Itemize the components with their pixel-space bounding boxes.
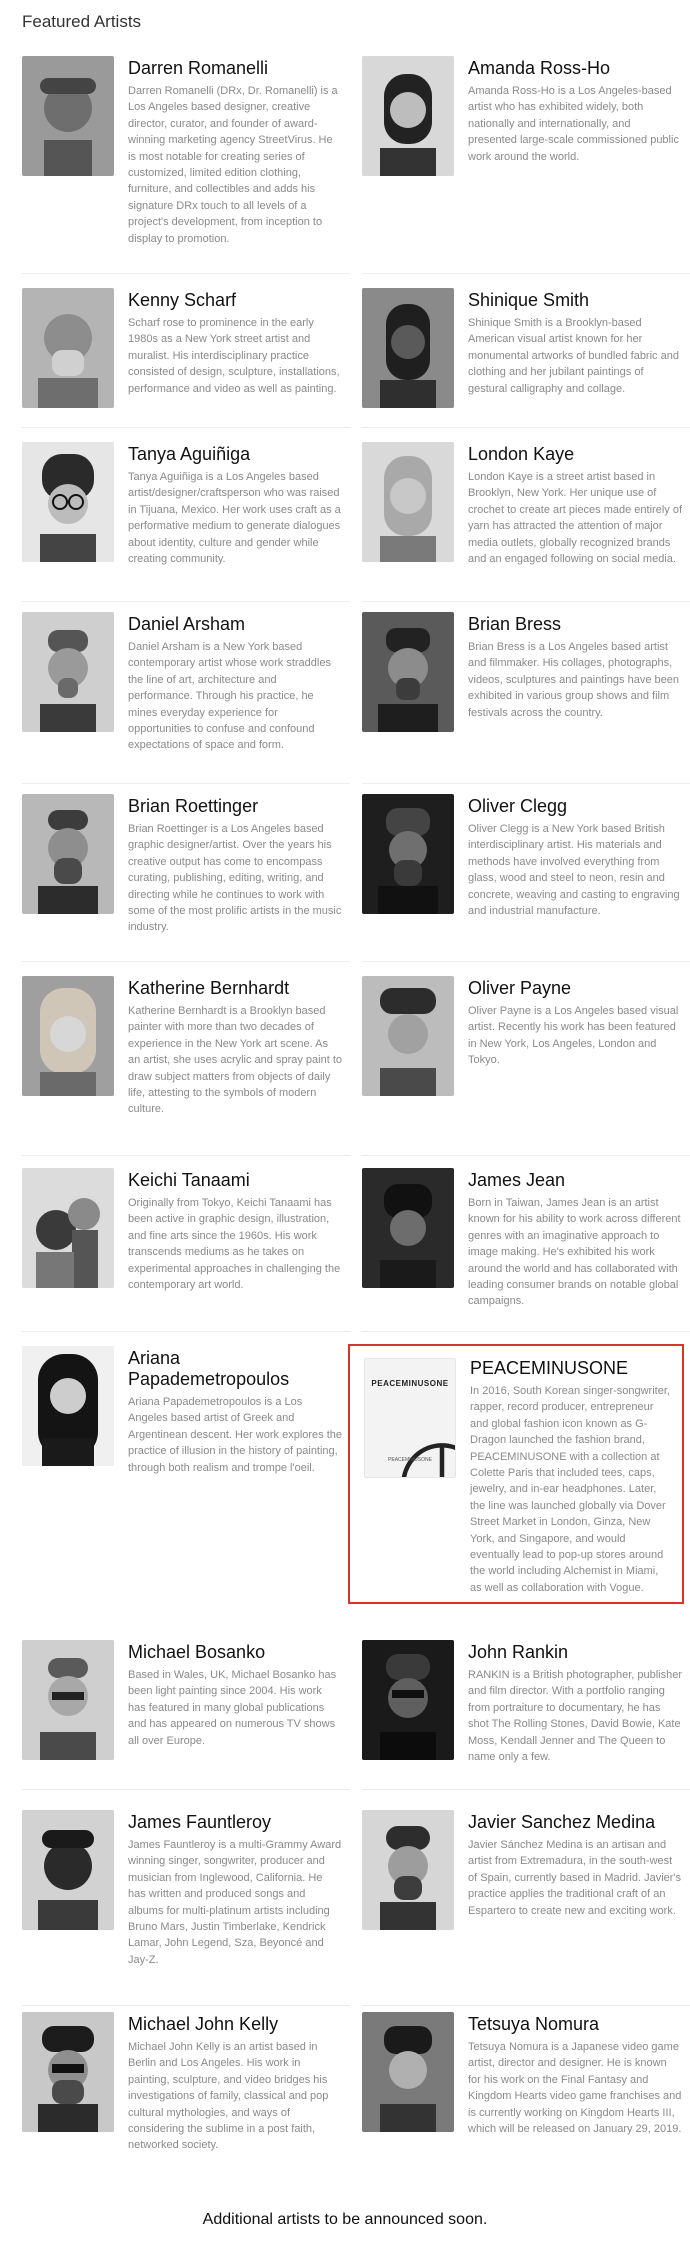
artist-photo[interactable]: [22, 976, 114, 1096]
artist-photo[interactable]: [22, 1168, 114, 1288]
artist-bio: Based in Wales, UK, Michael Bosanko has been light painting since 2004. His work has featured in many global publications and has appeared on numerous TV shows all over Europe.: [128, 1669, 337, 1747]
brand-logo[interactable]: [364, 1358, 456, 1478]
artist-bio: James Fauntleroy is a multi-Grammy Award winning singer, songwriter, producer and musician from Inglewood, California. He has written and produced songs and albums for multi-platinum artists including Bruno Mars, Justin Timberlake, Kendrick Lamar, John Legend, Sza, Beyoncé and Jay-Z.: [128, 1839, 342, 1966]
divider: [362, 601, 690, 602]
artist-photo[interactable]: [22, 1810, 114, 1930]
artist-photo[interactable]: [362, 288, 454, 408]
logo-subtext: PEACEMINUSONE: [388, 1457, 432, 1463]
artist-name[interactable]: Daniel Arsham: [128, 614, 246, 634]
artist-bio: Brian Roettinger is a Los Angeles based graphic designer/artist. Over the years his creative output has come to encompass curating, publishing, editing, writing, and directing while he continues to work with some of the most prolific artists in the music industry.: [128, 823, 342, 934]
artist-name[interactable]: Ariana Papademetropoulos: [128, 1348, 290, 1389]
divider: [362, 427, 690, 428]
artist-card[interactable]: [22, 1346, 342, 1592]
artist-photo[interactable]: [362, 442, 454, 562]
artist-bio: RANKIN is a British photographer, publisher and film director. With a portfolio ranging from portraiture to documentary, he has shot The Rolling Stones, David Bowie, Kate Moss, Kendall Jenner and The Queen to name only a few.: [468, 1669, 682, 1764]
artist-bio: Ariana Papademetropoulos is a Los Angeles based artist of Greek and Argentinean descent. Her work explores the practice of illusion in the history of painting, through both realism and trompe l'oeil.: [128, 1396, 343, 1474]
artist-card[interactable]: [22, 976, 342, 1156]
artist-card[interactable]: [22, 442, 342, 602]
artist-name[interactable]: James Jean: [468, 1170, 566, 1190]
artist-card[interactable]: [362, 56, 682, 274]
artist-card[interactable]: [362, 612, 682, 784]
artist-photo[interactable]: [362, 612, 454, 732]
artist-card[interactable]: [22, 1810, 342, 2006]
artist-bio: Amanda Ross-Ho is a Los Angeles-based artist who has exhibited widely, both nationally and internationally, and presented large-scale commissioned public work around the world.: [468, 85, 679, 163]
artist-photo[interactable]: [22, 794, 114, 914]
divider: [22, 1155, 350, 1156]
divider: [22, 273, 350, 274]
artist-name[interactable]: James Fauntleroy: [128, 1812, 272, 1832]
artist-name[interactable]: John Rankin: [468, 1642, 569, 1662]
artist-bio: Daniel Arsham is a New York based contemporary artist whose work straddles the line of art, architecture and performance. Through his practice, he mines everyday experience for opportunities to confuse and confound expectations of space and form.: [128, 641, 331, 752]
artist-bio: Oliver Payne is a Los Angeles based visual artist. Recently his work has been featured in New York, Los Angeles, London and Tokyo.: [468, 1005, 679, 1067]
divider: [22, 1789, 350, 1790]
divider: [22, 1331, 350, 1332]
artist-photo[interactable]: [362, 56, 454, 176]
divider: [22, 783, 350, 784]
artist-card[interactable]: [22, 56, 342, 274]
artist-photo[interactable]: [362, 794, 454, 914]
artist-bio: In 2016, South Korean singer-songwriter, rapper, record producer, entrepreneur and global fashion icon known as G-Dragon launched the fashion brand, PEACEMINUSONE with a collection at Colette Paris that included tees, caps, jewelry, and in-ear headphones. Later, the line was launched globally via Dover Street Market in London, Ginza, New York, and Singapore, and would eventually lead to pop-up stores around the world including Alchemist in Miami, as well as collaboration with Vogue.: [470, 1385, 670, 1594]
footer-note: Additional artists to be announced soon.: [202, 2211, 488, 2228]
artist-name[interactable]: Brian Bress: [468, 614, 562, 634]
divider: [362, 783, 690, 784]
artist-card[interactable]: [22, 2012, 342, 2172]
artist-bio: Originally from Tokyo, Keichi Tanaami has been active in graphic design, illustration, and fine arts since the 1960s. His work transcends mediums as he takes on experimental approaches in challenging the contemporary art world.: [128, 1197, 341, 1292]
artist-name[interactable]: Oliver Clegg: [468, 796, 568, 816]
artist-bio: Michael John Kelly is an artist based in Berlin and Los Angeles. His work in painting, sculpture, and video bridges his investigations of family, classical and pop cultural mythologies, and ways of considering the sublime in a post faith, networked society.: [128, 2041, 329, 2152]
artist-photo[interactable]: [362, 976, 454, 1096]
artist-card[interactable]: [362, 442, 682, 602]
peace-icon: [397, 1425, 456, 1478]
artist-card[interactable]: [22, 288, 342, 428]
artist-name[interactable]: Michael Bosanko: [128, 1642, 266, 1662]
artist-bio: Javier Sánchez Medina is an artisan and artist from Extremadura, in the south-west of Spain, currently based in Madrid. Javier's practice applies the traditional craft of an Espartero to create new and exciting work.: [468, 1839, 682, 1917]
artist-bio: Tanya Aguiñiga is a Los Angeles based artist/designer/craftsperson who was raised in Tijuana, Mexico. Her work uses craft as a performative medium to generate dialogues about identity, culture and gender while creating community.: [128, 471, 341, 566]
artist-bio: Tetsuya Nomura is a Japanese video game artist, director and designer. He is known for his work on the Final Fantasy and Kingdom Hearts video game franchises and is currently working on Kingdom Hearts III, which will be released on January 29, 2019.: [468, 2041, 682, 2136]
artist-name[interactable]: Oliver Payne: [468, 978, 572, 998]
divider: [362, 2005, 690, 2006]
logo-wordmark: PEACEMINUSONE: [371, 1379, 449, 1388]
artist-card[interactable]: [22, 612, 342, 784]
artist-name[interactable]: Michael John Kelly: [128, 2014, 279, 2034]
artist-bio: London Kaye is a street artist based in Brooklyn, New York. Her unique use of crochet to create art pieces made entirely of yarn has attracted the attention of major media outlets, globally recognized brands and an engaged following on social media.: [468, 471, 682, 566]
artist-card[interactable]: [362, 794, 682, 962]
divider: [362, 1331, 690, 1332]
artist-name[interactable]: Tetsuya Nomura: [468, 2014, 600, 2034]
artist-name[interactable]: PEACEMINUSONE: [470, 1358, 629, 1378]
artist-photo[interactable]: [362, 1168, 454, 1288]
artist-photo[interactable]: [22, 1640, 114, 1760]
divider: [362, 1155, 690, 1156]
artist-name[interactable]: Katherine Bernhardt: [128, 978, 290, 998]
artist-bio: Oliver Clegg is a New York based British interdisciplinary artist. His materials and methods have involved everything from glass, wood and steel to neon, resin and concrete, weaving and casting to engraving and industrial manufacture.: [468, 823, 680, 918]
divider: [362, 273, 690, 274]
artist-card[interactable]: [362, 288, 682, 428]
artist-name[interactable]: Brian Roettinger: [128, 796, 259, 816]
artist-name[interactable]: Javier Sanchez Medina: [468, 1812, 656, 1832]
artist-card-highlighted[interactable]: [348, 1344, 684, 1604]
artist-card[interactable]: [22, 1640, 342, 1790]
artist-photo[interactable]: [22, 288, 114, 408]
artist-bio: Scharf rose to prominence in the early 1980s as a New York street artist and muralist. His interdisciplinary practice consisted of design, sculpture, installations, performance and video as well as painting.: [128, 317, 340, 395]
artist-card[interactable]: [22, 794, 342, 962]
artist-bio: Shinique Smith is a Brooklyn-based American visual artist known for her monumental artworks of bundled fabric and clothing and her jubilant paintings of gestural calligraphy and collage.: [468, 317, 679, 395]
artist-name[interactable]: Kenny Scharf: [128, 290, 237, 310]
artist-name[interactable]: Tanya Aguiñiga: [128, 444, 251, 464]
artist-card[interactable]: [362, 1168, 682, 1332]
artist-card[interactable]: [362, 1640, 682, 1790]
artist-card[interactable]: [362, 976, 682, 1156]
artist-photo[interactable]: [22, 612, 114, 732]
artist-card[interactable]: [362, 2012, 682, 2172]
divider: [362, 1789, 690, 1790]
artist-bio: Brian Bress is a Los Angeles based artist and filmmaker. His collages, photographs, videos, sculptures and paintings have been exhibited in various group shows and film festivals across the country.: [468, 641, 679, 719]
divider: [22, 961, 350, 962]
divider: [22, 427, 350, 428]
artist-photo[interactable]: [362, 1810, 454, 1930]
divider: [22, 601, 350, 602]
artist-photo[interactable]: [362, 2012, 454, 2132]
artist-card[interactable]: [22, 1168, 342, 1332]
artist-photo[interactable]: [22, 56, 114, 176]
artist-name[interactable]: Keichi Tanaami: [128, 1170, 250, 1190]
divider: [22, 2005, 350, 2006]
page-title: Featured Artists: [22, 12, 142, 31]
artist-bio: Born in Taiwan, James Jean is an artist known for his ability to work across different genres with an imaginative approach to image making. He's exhibited his work around the world and has collaborated with leading consumer brands on notable global campaigns.: [468, 1197, 681, 1308]
artist-photo[interactable]: [22, 1346, 114, 1466]
artist-photo[interactable]: [22, 442, 114, 562]
artist-bio: Darren Romanelli (DRx, Dr. Romanelli) is a Los Angeles based designer, creative director, curator, and founder of award-winning marketing agency StreetVirus. He is most notable for creating series of customized, limited edition clothing, furniture, and collectibles and adds his signature DRx touch to all levels of a project's development, from inception to display to promotion.: [128, 85, 338, 245]
artist-bio: Katherine Bernhardt is a Brooklyn based painter with more than two decades of experience in the New York art scene. As an artist, she uses acrylic and spray paint to draw subject matters from objects of daily life, attesting to the symbols of modern culture.: [128, 1005, 342, 1116]
artist-card[interactable]: [362, 1810, 682, 2006]
artist-name[interactable]: Amanda Ross-Ho: [468, 58, 611, 78]
artist-name[interactable]: Shinique Smith: [468, 290, 590, 310]
divider: [362, 961, 690, 962]
artist-name[interactable]: Darren Romanelli: [128, 58, 269, 78]
artist-photo[interactable]: [362, 1640, 454, 1760]
artist-photo[interactable]: [22, 2012, 114, 2132]
artist-name[interactable]: London Kaye: [468, 444, 575, 464]
